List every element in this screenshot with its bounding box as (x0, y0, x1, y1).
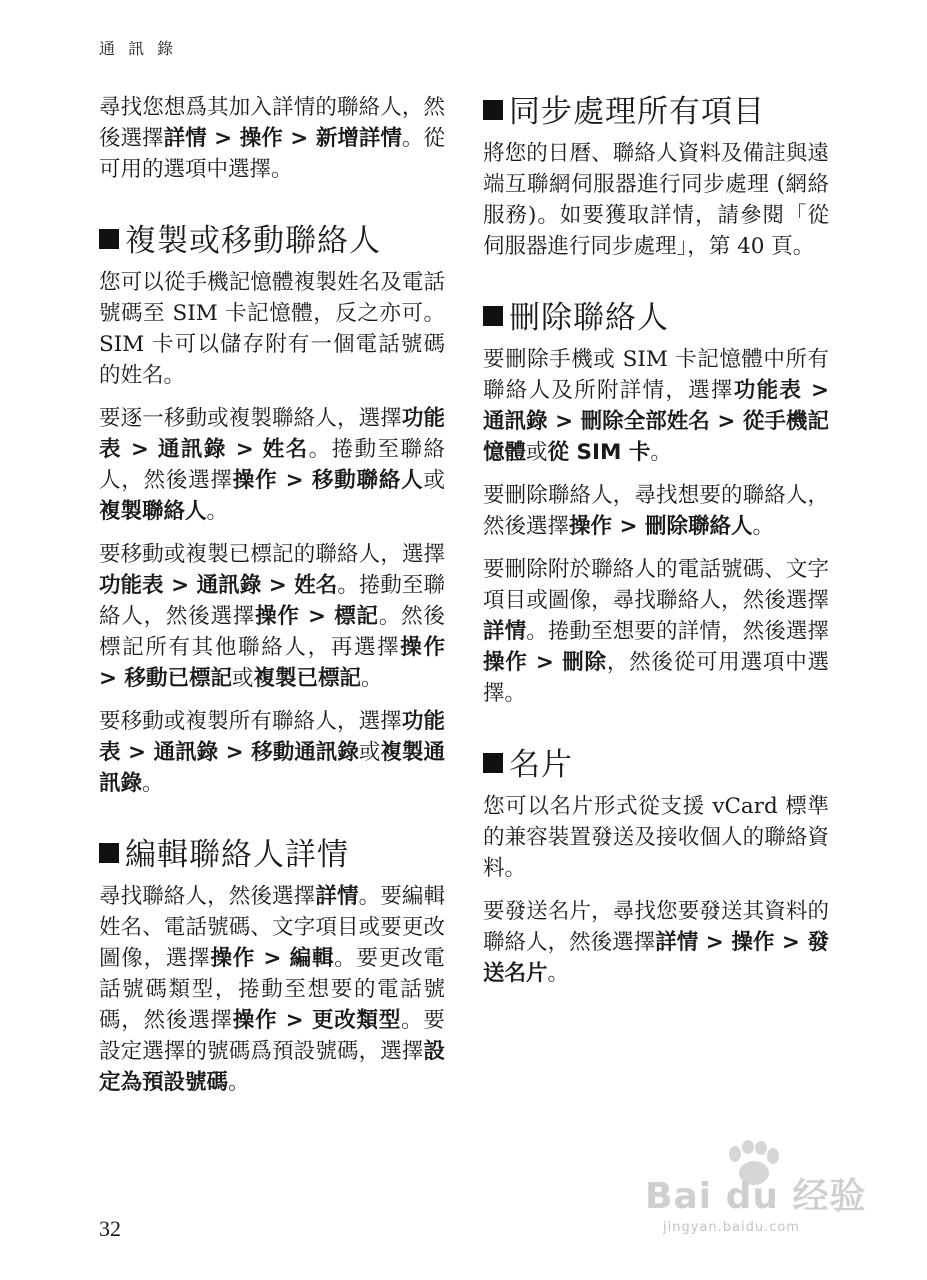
baidu-watermark (645, 1140, 885, 1252)
section-heading: 同步處理所有項目 (483, 92, 829, 132)
square-bullet-icon (483, 306, 503, 326)
square-bullet-icon (483, 753, 503, 773)
section-business-card (483, 745, 829, 989)
running-header: 通 訊 錄 (99, 39, 178, 58)
section-copy-move (99, 221, 445, 799)
square-bullet-icon (483, 100, 503, 120)
section-sync (483, 92, 829, 262)
paragraph: 要發送名片，尋找您要發送其資料的聯絡人，然後選擇詳情 > 操作 > 發送名片。 (483, 899, 829, 986)
section-heading: 名片 (483, 745, 829, 785)
left-column (99, 92, 445, 1134)
watermark-url: jingyan.baidu.com (663, 1220, 800, 1235)
watermark-logo-text: Bai du 经验 (645, 1176, 867, 1217)
paragraph: 要移動或複製已標記的聯絡人，選擇功能表 > 通訊錄 > 姓名。捲動至聯絡人，然後選擇操作 > 標記。然後標記所有其他聯絡人，再選擇操作 > 移動已標記或複製已標記。 (99, 542, 445, 691)
paragraph: 要刪除聯絡人，尋找想要的聯絡人，然後選擇操作 > 刪除聯絡人。 (483, 483, 829, 539)
paragraph: 尋找聯絡人，然後選擇詳情。要編輯姓名、電話號碼、文字項目或要更改圖像，選擇操作 > 編輯。要更改電話號碼類型，捲動至想要的電話號碼，然後選擇操作 > 更改類型。要設定選擇的號碼爲預設號碼，選擇設定為預設號碼。 (99, 884, 445, 1095)
section-delete (483, 298, 829, 709)
paragraph: 您可以從手機記憶體複製姓名及電話號碼至 SIM 卡記憶體，反之亦可。SIM 卡可以儲存附有一個電話號碼的姓名。 (99, 270, 445, 388)
page-number: 32 (99, 1216, 121, 1241)
paragraph: 要逐一移動或複製聯絡人，選擇功能表 > 通訊錄 > 姓名。捲動至聯絡人，然後選擇操作 > 移動聯絡人或複製聯絡人。 (99, 406, 445, 524)
square-bullet-icon (99, 229, 119, 249)
intro-paragraph: 尋找您想爲其加入詳情的聯絡人，然後選擇詳情 > 操作 > 新增詳情。從可用的選項中選擇。 (99, 95, 445, 182)
section-heading: 編輯聯絡人詳情 (99, 835, 445, 875)
paragraph: 要刪除附於聯絡人的電話號碼、文字項目或圖像，尋找聯絡人，然後選擇詳情。捲動至想要的詳情，然後選擇操作 > 刪除，然後從可用選項中選擇。 (483, 557, 829, 706)
paragraph: 您可以名片形式從支援 vCard 標準的兼容裝置發送及接收個人的聯絡資料。 (483, 794, 829, 881)
section-edit (99, 835, 445, 1098)
paragraph: 要刪除手機或 SIM 卡記憶體中所有聯絡人及所附詳情，選擇功能表 > 通訊錄 > 刪除全部姓名 > 從手機記憶體或從 SIM 卡。 (483, 347, 829, 465)
paragraph: 將您的日曆、聯絡人資料及備註與遠端互聯網伺服器進行同步處理 (網絡服務)。如要獲取詳情，請參閱「從伺服器進行同步處理」，第 40 頁。 (483, 141, 829, 259)
section-heading: 刪除聯絡人 (483, 298, 829, 338)
square-bullet-icon (99, 843, 119, 863)
right-column (483, 92, 829, 1025)
paragraph: 要移動或複製所有聯絡人，選擇功能表 > 通訊錄 > 移動通訊錄或複製通訊錄。 (99, 709, 445, 796)
section-heading: 複製或移動聯絡人 (99, 221, 445, 261)
